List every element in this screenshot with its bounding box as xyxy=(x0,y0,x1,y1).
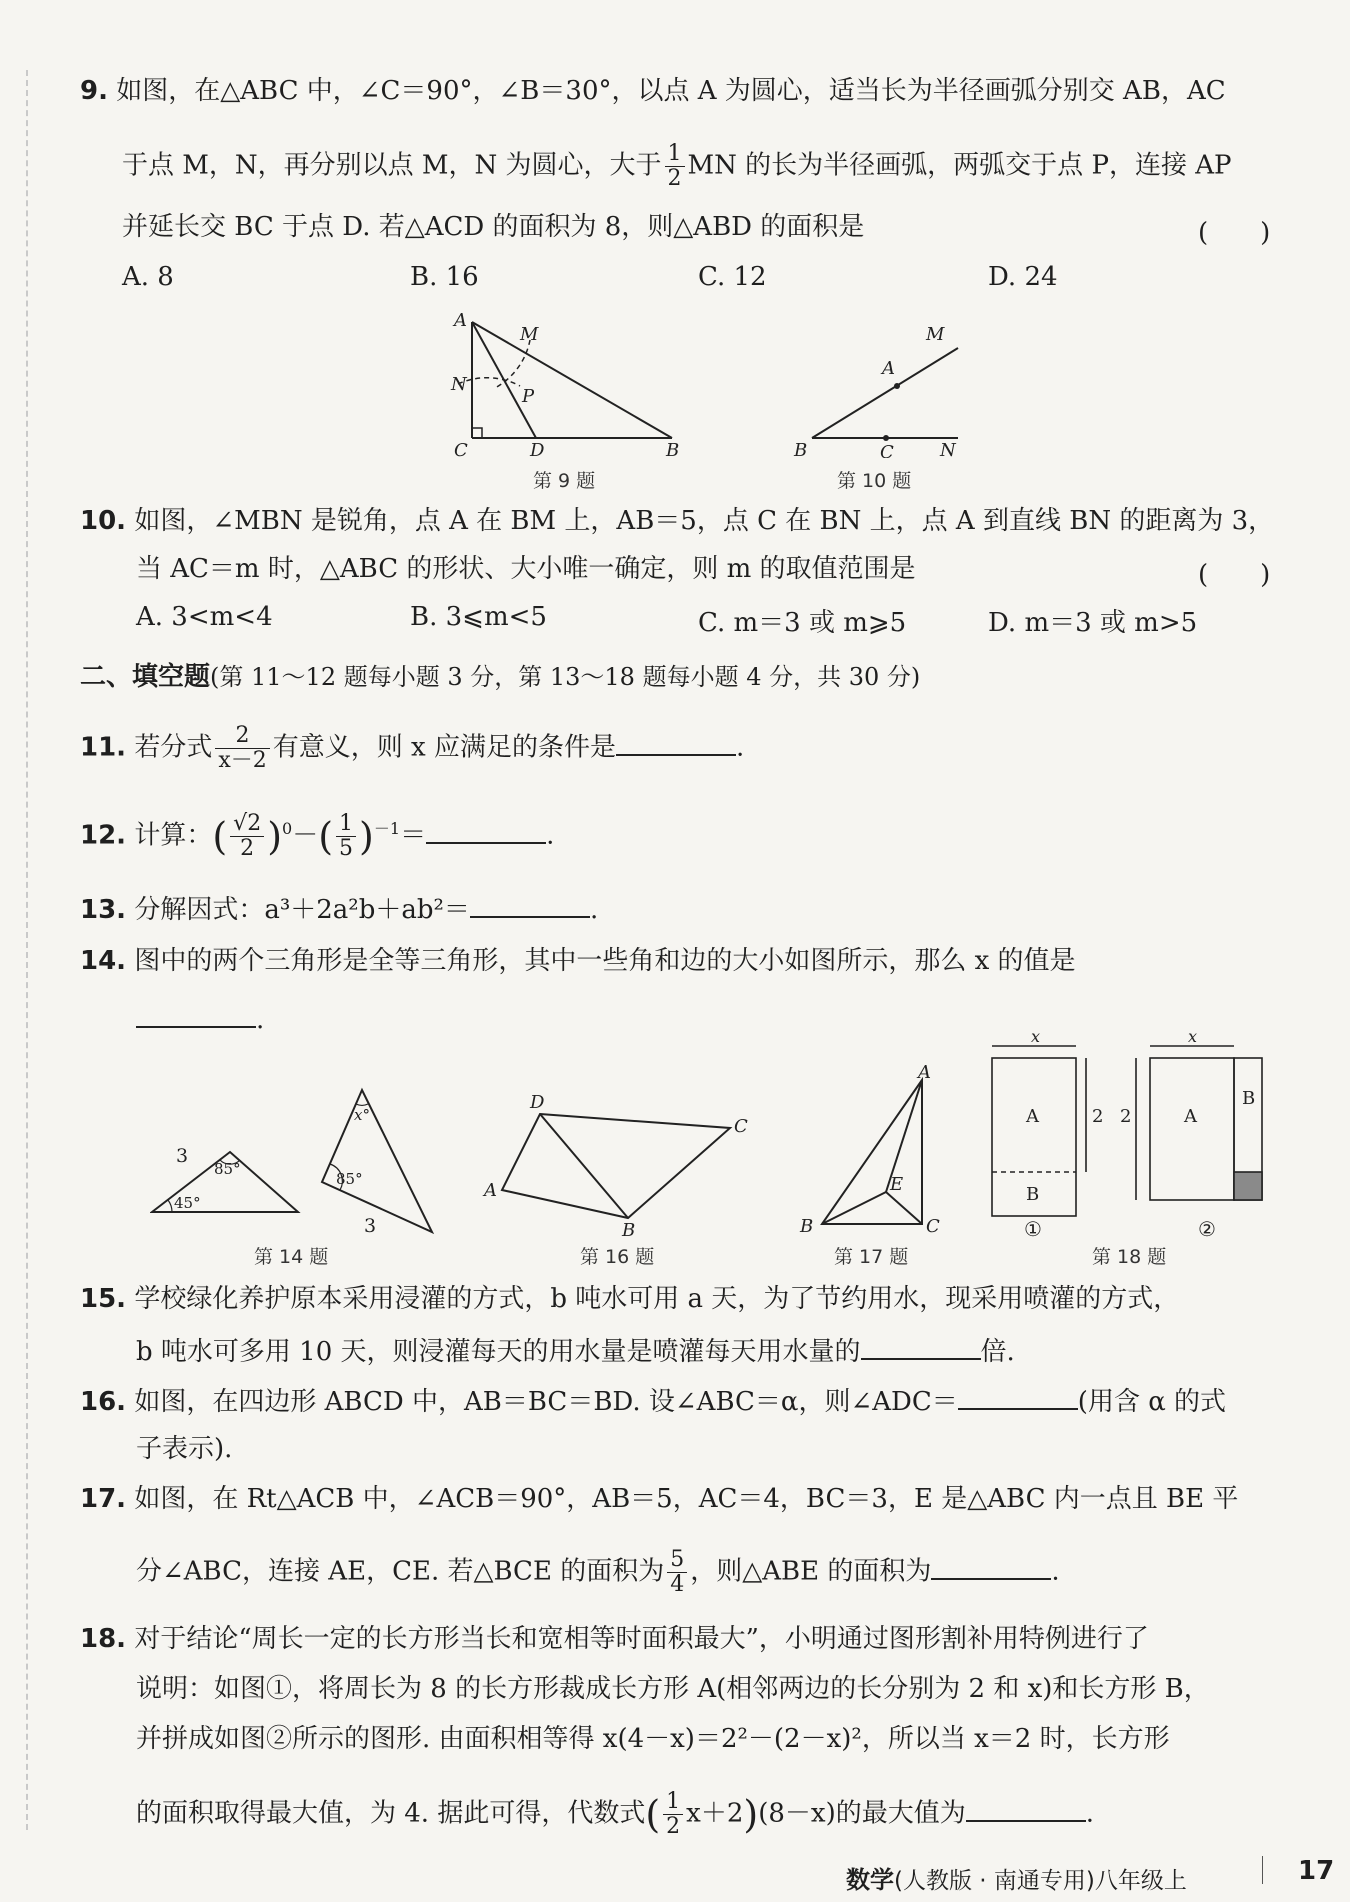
question-text: 有意义，则 x 应满足的条件是 xyxy=(272,732,616,763)
question-number: 12. xyxy=(80,820,127,851)
exponent: －1 xyxy=(373,819,401,838)
operator: ＝ xyxy=(400,820,427,851)
right-angle-mark xyxy=(472,428,482,438)
paren-open: ( xyxy=(645,1792,661,1837)
operator: － xyxy=(292,820,319,851)
label-figure-2: ② xyxy=(1198,1217,1216,1240)
point-a xyxy=(894,383,900,389)
paren-close: ) xyxy=(267,814,283,859)
label-n: N xyxy=(451,374,467,395)
figure-18-caption: 第 18 题 xyxy=(1092,1246,1167,1268)
fraction xyxy=(665,142,685,191)
question-text: 对于结论“周长一定的长方形当长和宽相等时面积最大”，小明通过图形割补用特例进行了 xyxy=(134,1624,1149,1654)
option-a[interactable]: A. 8 xyxy=(122,262,174,292)
punctuation: . xyxy=(256,1005,265,1035)
question-17-line1 xyxy=(80,1482,1238,1516)
section-title: 二、填空题 xyxy=(80,662,211,692)
punctuation: . xyxy=(589,895,599,925)
figure-16 xyxy=(480,1092,760,1242)
question-number: 11. xyxy=(80,732,127,763)
label-2: 2 xyxy=(1092,1106,1104,1127)
label-c: C xyxy=(926,1216,940,1237)
option-d[interactable]: D. 24 xyxy=(988,262,1058,292)
binding-margin-line xyxy=(26,70,28,1830)
label-c: C xyxy=(454,440,468,460)
question-text: 并拼成如图②所示的图形. 由面积相等得 x(4－x)＝2²－(2－x)²，所以当 x＝2 时，长方形 xyxy=(136,1724,1170,1754)
option-b[interactable]: B. 3⩽m<5 xyxy=(410,602,547,632)
question-14-line2 xyxy=(136,1000,264,1037)
side-label: 3 xyxy=(364,1215,377,1237)
question-number: 15. xyxy=(80,1284,127,1314)
question-16-line1 xyxy=(80,1382,1226,1419)
arc-m xyxy=(495,340,530,388)
label-m: M xyxy=(520,324,539,345)
punctuation: . xyxy=(1051,1556,1060,1587)
question-number: 9. xyxy=(80,76,108,106)
question-text: 当 AC＝m 时，△ABC 的形状、大小唯一确定，则 m 的取值范围是 xyxy=(136,554,916,584)
option-d[interactable]: D. m＝3 或 m>5 xyxy=(988,608,1198,638)
figure-9-caption: 第 9 题 xyxy=(533,470,596,492)
answer-blank[interactable] xyxy=(426,816,546,844)
label-b: B xyxy=(1242,1088,1256,1109)
question-text: 如图，∠MBN 是锐角，点 A 在 BM 上，AB＝5，点 C 在 BN 上，点 A 到直线 BN 的距离为 3， xyxy=(134,506,1275,536)
question-text: 如图，在四边形 ABCD 中，AB＝BC＝BD. 设∠ABC＝α，则∠ADC＝ xyxy=(134,1387,958,1417)
question-15-line1 xyxy=(80,1282,1179,1316)
figure-9 xyxy=(440,310,690,460)
label-2: 2 xyxy=(1120,1106,1132,1127)
answer-blank[interactable] xyxy=(861,1332,981,1360)
question-text: b 吨水可多用 10 天，则浸灌每天的用水量是喷灌每天用水量的 xyxy=(136,1337,861,1367)
option-a[interactable]: A. 3<m<4 xyxy=(136,602,273,632)
side-label: 3 xyxy=(176,1145,189,1167)
option-b[interactable]: B. 16 xyxy=(410,262,479,292)
angle-label: 85° xyxy=(214,1160,241,1178)
question-text: 倍. xyxy=(980,1337,1015,1367)
label-m: M xyxy=(926,324,945,345)
angle-label: 85° xyxy=(336,1170,363,1188)
label-p: P xyxy=(522,386,535,407)
question-18-line3 xyxy=(136,1722,1170,1756)
footer-edition: (人教版 · 南通专用)八年级上 xyxy=(894,1868,1187,1894)
question-18-line2 xyxy=(136,1672,1210,1706)
question-text: 学校绿化养护原本采用浸灌的方式，b 吨水可用 a 天，为了节约用水，现采用喷灌的方式， xyxy=(134,1284,1180,1314)
segment-ce xyxy=(886,1192,922,1224)
section-note: (第 11～12 题每小题 3 分，第 13～18 题每小题 4 分，共 30 分) xyxy=(210,663,921,691)
fraction-numerator: 5 xyxy=(667,1548,687,1573)
figure-17 xyxy=(796,1064,956,1244)
question-number: 14. xyxy=(80,946,127,976)
answer-blank[interactable] xyxy=(958,1382,1078,1410)
fraction-numerator: 2 xyxy=(215,724,269,749)
label-a: A xyxy=(454,310,467,331)
label-c: C xyxy=(880,442,894,458)
segment-be xyxy=(822,1192,886,1224)
label-a: A xyxy=(484,1180,497,1201)
fraction xyxy=(663,1790,683,1839)
fraction-denominator: 5 xyxy=(339,836,354,862)
paren-close: ) xyxy=(359,814,374,859)
label-d: D xyxy=(530,440,545,460)
fraction xyxy=(215,724,269,773)
question-text: 的面积取得最大值，为 4. 据此可得，代数式 xyxy=(136,1798,646,1829)
question-number: 18. xyxy=(80,1624,127,1654)
label-n: N xyxy=(940,440,956,458)
figure-10-caption: 第 10 题 xyxy=(837,470,912,492)
question-text: (用含 α 的式 xyxy=(1077,1387,1227,1417)
question-10-line2 xyxy=(136,552,916,586)
fraction xyxy=(667,1548,687,1597)
question-text: 计算： xyxy=(134,820,213,851)
label-a: A xyxy=(918,1064,931,1083)
figure-17-caption: 第 17 题 xyxy=(834,1246,909,1268)
question-18-line1 xyxy=(80,1622,1149,1656)
answer-blank[interactable] xyxy=(966,1794,1086,1822)
question-text: 分∠ABC，连接 AE，CE. 若△BCE 的面积为 xyxy=(136,1556,665,1587)
exponent: 0 xyxy=(282,819,293,838)
option-c[interactable]: C. 12 xyxy=(698,262,767,292)
fraction-numerator: √2 xyxy=(230,812,264,837)
answer-blank[interactable] xyxy=(616,728,736,756)
question-14-line1 xyxy=(80,944,1076,978)
question-18-line4 xyxy=(136,1790,1094,1839)
fraction-denominator: x－2 xyxy=(218,748,267,773)
fraction xyxy=(230,812,264,861)
question-text: 并延长交 BC 于点 D. 若△ACD 的面积为 8，则△ABD 的面积是 xyxy=(122,212,865,242)
punctuation: . xyxy=(735,732,745,763)
label-figure-1: ① xyxy=(1024,1217,1042,1240)
angle-label: 45° xyxy=(174,1194,201,1212)
label-x: x xyxy=(1188,1030,1198,1046)
section-heading xyxy=(80,656,920,693)
question-text: 说明：如图①，将周长为 8 的长方形裁成长方形 A(相邻两边的长分别为 2 和 x)和长方形 B， xyxy=(136,1674,1210,1704)
angle-label: x° xyxy=(354,1106,370,1124)
question-number: 17. xyxy=(80,1484,127,1514)
punctuation: . xyxy=(1085,1798,1094,1829)
question-12 xyxy=(80,812,554,861)
label-x: x xyxy=(1031,1030,1041,1046)
answer-paren: ( ) xyxy=(1198,218,1271,248)
label-b: B xyxy=(794,440,808,458)
label-b: B xyxy=(1026,1184,1040,1205)
rectangle-a xyxy=(1150,1058,1234,1200)
question-text: 于点 M，N，再分别以点 M，N 为圆心，大于 xyxy=(122,150,662,181)
question-9-line3 xyxy=(122,210,864,244)
label-e: E xyxy=(890,1174,904,1195)
triangle-2 xyxy=(322,1090,432,1232)
question-number: 13. xyxy=(80,895,127,925)
punctuation: . xyxy=(546,820,555,851)
question-15-line2 xyxy=(136,1332,1015,1369)
figure-14-caption: 第 14 题 xyxy=(254,1246,329,1268)
question-9-line2 xyxy=(122,142,1231,191)
answer-paren: ( ) xyxy=(1198,560,1271,590)
footer-subject: 数学 xyxy=(846,1866,894,1894)
question-text: MN 的长为半径画弧，两弧交于点 P，连接 AP xyxy=(687,150,1232,181)
question-16-line2 xyxy=(136,1432,232,1466)
question-text: 如图，在△ABC 中，∠C＝90°，∠B＝30°，以点 A 为圆心，适当长为半径画弧分别交 AB，AC xyxy=(116,76,1226,106)
question-text: x＋2 xyxy=(686,1798,744,1829)
question-text: 子表示). xyxy=(136,1434,233,1464)
figure-16-caption: 第 16 题 xyxy=(580,1246,655,1268)
angle-mark xyxy=(168,1200,172,1212)
footer-divider xyxy=(1262,1856,1263,1884)
question-11 xyxy=(80,724,744,773)
question-text: 如图，在 Rt△ACB 中，∠ACB＝90°，AB＝5，AC＝4，BC＝3，E 是△ABC 内一点且 BE 平 xyxy=(134,1484,1239,1514)
fraction-denominator: 2 xyxy=(667,166,682,191)
label-a: A xyxy=(882,358,895,379)
figure-14 xyxy=(150,1060,450,1240)
label-c: C xyxy=(734,1116,748,1137)
page-footer xyxy=(846,1860,1187,1895)
question-text: 若分式 xyxy=(134,732,213,763)
triangle-abc xyxy=(822,1080,922,1224)
question-text: 分解因式：a³＋2a²b＋ab²＝ xyxy=(134,895,470,925)
question-10-line1 xyxy=(80,504,1274,538)
answer-blank[interactable] xyxy=(136,1000,256,1028)
paren-close: ) xyxy=(743,1792,759,1837)
answer-blank[interactable] xyxy=(470,890,590,918)
question-9-line1 xyxy=(80,74,1226,108)
fraction-numerator: 1 xyxy=(336,812,356,837)
label-b: B xyxy=(622,1220,636,1241)
label-b: B xyxy=(666,440,680,460)
shaded-square xyxy=(1234,1172,1262,1200)
question-number: 10. xyxy=(80,506,127,536)
option-c[interactable]: C. m＝3 或 m⩾5 xyxy=(698,608,907,638)
figure-18 xyxy=(976,1030,1286,1240)
question-17-line2 xyxy=(136,1548,1060,1597)
question-text: (8－x)的最大值为 xyxy=(758,1798,966,1829)
question-text: ，则△ABE 的面积为 xyxy=(690,1556,932,1587)
label-b: B xyxy=(800,1216,814,1237)
answer-blank[interactable] xyxy=(931,1552,1051,1580)
question-13 xyxy=(80,890,598,927)
figure-10 xyxy=(790,318,970,458)
fraction-numerator: 1 xyxy=(665,142,685,167)
label-a: A xyxy=(1026,1106,1039,1127)
question-text: 图中的两个三角形是全等三角形，其中一些角和边的大小如图所示，那么 x 的值是 xyxy=(134,946,1076,976)
paren-open: ( xyxy=(212,814,228,859)
point-c xyxy=(883,435,889,441)
arc-n xyxy=(458,378,520,386)
fraction-denominator: 2 xyxy=(240,836,255,862)
fraction-denominator: 4 xyxy=(670,1572,685,1597)
page-number: 17 xyxy=(1298,1856,1335,1886)
label-d: D xyxy=(530,1092,545,1113)
fraction xyxy=(336,812,356,861)
fraction-numerator: 1 xyxy=(663,1790,683,1815)
fraction-denominator: 2 xyxy=(666,1814,681,1839)
question-number: 16. xyxy=(80,1387,127,1417)
paren-open: ( xyxy=(318,814,334,859)
label-a: A xyxy=(1184,1106,1197,1127)
